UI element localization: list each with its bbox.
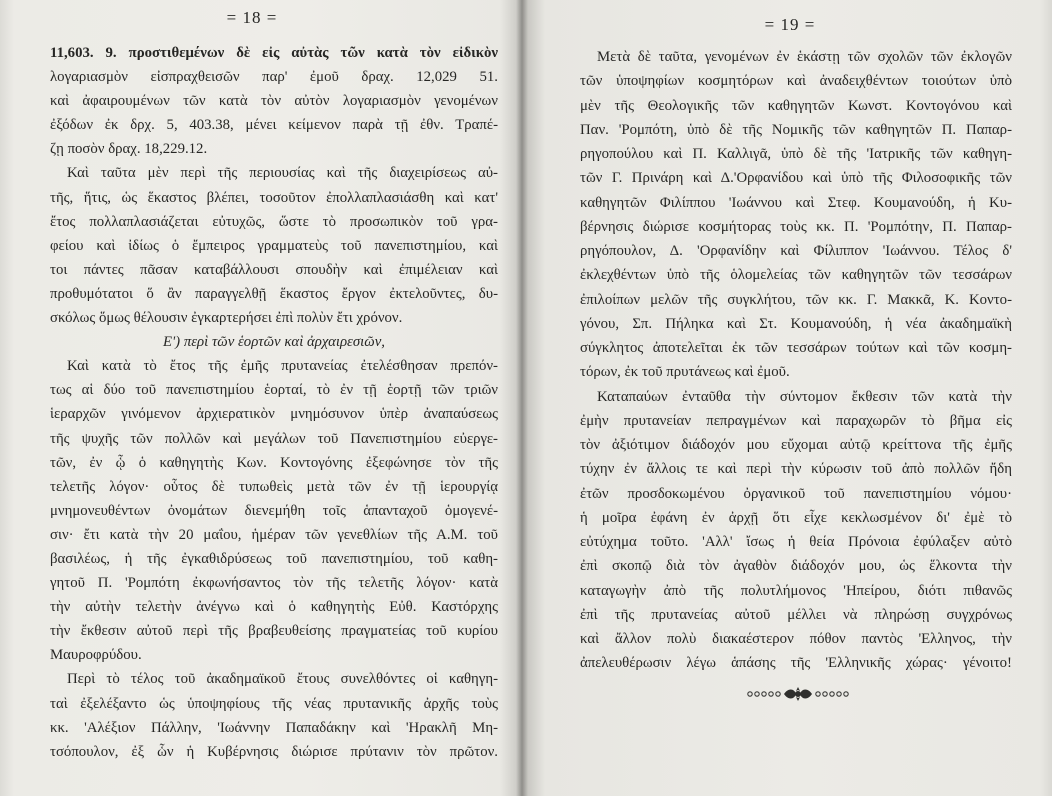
text-line: ἐκλεχθέντων ὑπὸ τῆς ὁλομελείας τῶν καθηγητῶν τῶν τεσσάρων xyxy=(580,267,1012,284)
text-line: τῶν Γ. Πρινάρη καὶ Δ.'Ορφανίδου καὶ ὑπὸ τῆς Φιλοσοφικῆς τῶν xyxy=(580,170,1012,187)
page-number-left: = 18 = xyxy=(226,8,278,27)
text-line: τελετῆς λόγον· οὗτος δὲ τυπωθεὶς μετὰ τῶν ἐν τῇ ἱερουργίᾳ xyxy=(50,478,498,495)
text-line: εὐτύχημα τοῦτο. 'Αλλ' ἴσως ἡ θεία Πρόνοια ἐφύλαξεν αὐτὸ xyxy=(580,534,1012,550)
text-line: Μετὰ δὲ ταῦτα, γενομένων ἐν ἑκάστῃ τῶν σχολῶν τῶν ἐκλογῶν xyxy=(597,49,1012,65)
text-line: λογαριασμὸν εἰσπραχθεισῶν παρ' ἐμοῦ δραχ. 12,029 51. xyxy=(50,69,498,86)
text-line: τῆς, ἥτις, ὡς ἕκαστος βλέπει, τοσοῦτον ἐπολλαπλασιάσθη καὶ κατ' xyxy=(50,189,498,206)
text-line: ταὶ ἐξελέξαντο ὡς ὑποψηφίους τῆς νέας πρυτανικῆς ἀρχῆς τοὺς xyxy=(50,695,498,712)
text-line: βέρνησις διώρισε κοσμήτορας τοὺς κκ. Π. 'Ρομπότην, Π. Παπαρ- xyxy=(580,218,1012,235)
text-line: ἐμὴν πρυτανείαν πεπραγμένων καὶ παραχωρῶν τὸ βῆμα εἰς xyxy=(580,412,1012,429)
text-line: τοι πάντες πᾶσαν καταβάλλουσι σπουδὴν καὶ ἐπιμέλειαν καὶ xyxy=(50,261,498,278)
text-line: ζῃ ποσὸν δραχ. 18,229.12. xyxy=(50,141,208,158)
text-line: ἐπὶ σκοπῷ διὰ τὸν ἀγαθὸν διάδοχόν μου, ὡς ἕλκοντα τὴν xyxy=(580,558,1012,575)
text-line: ἐπιλοίπων μελῶν τῆς συγκλήτου, τῶν κκ. Γ. Μακκᾶ, Κ. Κοντο- xyxy=(580,291,1012,308)
text-line: καθηγητῶν Φιλίππου 'Ιωάννου καὶ Στεφ. Κουμανούδη, ἡ Κυ- xyxy=(580,194,1012,211)
text-line: τὴν αὐτὴν τελετὴν ἀνέγνω καὶ ὁ καθηγητὴς Εὐθ. Καστόρχης xyxy=(50,599,498,616)
text-line: τῆς ψυχῆς τῶν πολλῶν καὶ μεγάλων τοῦ Πανεπιστημίου εὐεργε- xyxy=(50,430,498,447)
text-line: ἔτος πολλαπλασιάζεται εὐτυχῶς, ὥστε τὸ προσωπικὸν τοῦ γρα- xyxy=(50,213,498,230)
text-line: καὶ ἄλλον πολὺ διακαέστερον πόθον παντὸς 'Ελληνος, τὴν xyxy=(580,631,1012,647)
text-line: φείου καὶ ἰδίως ὁ ἔμπειρος γραμματεὺς τοῦ πανεπιστημίου, καὶ xyxy=(50,237,498,254)
text-line: ἀπελευθέρωσιν λέγω ἁπάσης τῆς 'Ελληνικῆς χώρας· γένοιτο! xyxy=(580,655,1012,672)
text-line: μὲν τῆς Θεολογικῆς τῶν καθηγητῶν Κωνστ. Κοντογόνου καὶ xyxy=(580,97,1012,114)
text-line: καταγωγὴν ἀπὸ τῆς πολυτλήμονος 'Ηπείρου, διότι πιθανῶς xyxy=(580,582,1012,599)
text-line: ρηγοπούλου καὶ Π. Καλλιγᾶ, ὑπὸ δὲ τῆς 'Ιατρικῆς τῶν καθηγη- xyxy=(580,146,1012,162)
text-line: τῶν ὑποψηφίων κοσμητόρων καὶ ἀναδειχθέντων τοιούτων ὑπὸ xyxy=(580,73,1012,90)
text-line: Μαυροφρύδου. xyxy=(50,647,142,664)
text-line: σύγκλητος ἀποτελεῖται ἐκ τῶν τεσσάρων τούτων καὶ τῶν κοσμη- xyxy=(580,340,1012,356)
text-line: Καὶ κατὰ τὸ ἔτος τῆς ἐμῆς πρυτανείας ἐτελέσθησαν πρεπόν- xyxy=(67,358,498,375)
text-line: ρηγόπουλον, Δ. 'Ορφανίδην καὶ Φίλιππον 'Ιωάννου. Τέλος δ' xyxy=(580,243,1012,259)
text-line: προθυμότατοι ὅ ἂν παραγγελθῇ ἕκαστος ἔργον ἐκτελοῦντες, δυ- xyxy=(50,285,498,302)
text-line: τὸν ἀξιότιμον διάδοχόν μου εὔχομαι αὐτῷ κρείττονα τῆς ἐμῆς xyxy=(580,437,1012,453)
text-line: τσόπουλον, ἐξ ὧν ἡ Κυβέρνησις διώρισε πρύτανιν τὸν πρῶτον. xyxy=(50,743,498,760)
text-line: ἡ μοῖρα ἐφάνη ἐν ἀρχῇ ὅτι εἶχε κεκλωσμένον δι' ἐμὲ τὸ xyxy=(580,509,1012,526)
text-line: Παν. 'Ρομπότη, ὑπὸ δὲ τῆς Νομικῆς τῶν καθηγητῶν Π. Παπαρ- xyxy=(580,121,1012,138)
text-line: τὴν ἔκθεσιν αὐτοῦ περὶ τῆς βραβευθείσης πραγματείας τοῦ κυρίου xyxy=(50,623,498,640)
right-page-text xyxy=(580,45,1012,676)
text-line: τως αἱ δύο τοῦ πανεπιστημίου ἑορταί, τὸ ἐν τῇ ἑορτῇ τῶν τριῶν xyxy=(50,382,498,399)
text-line: μνημονευθέντων ὀνομάτων διενεμήθη τοῖς ἁπανταχοῦ ὁμογενέ- xyxy=(50,502,498,519)
text-line: κκ. 'Αλέξιον Πάλλην, 'Ιωάννην Παπαδάκην καὶ 'Ηρακλῆ Μη- xyxy=(50,719,498,736)
text-line: καὶ ἀφαιρουμένων τῶν κατὰ τὸν αὐτὸν λογαριασμὸν γενομένων xyxy=(50,93,498,110)
text-line: Καὶ ταῦτα μὲν περὶ τῆς περιουσίας καὶ τῆς διαχειρίσεως αὐ- xyxy=(67,165,498,182)
text-line: Περὶ τὸ τέλος τοῦ ἀκαδημαϊκοῦ ἔτους συνελθόντες οἱ καθηγη- xyxy=(67,671,498,688)
text-line: 11,603. 9. προστιθεμένων δὲ εἰς αὐτὰς τῶν κατὰ τὸν εἰδικὸν xyxy=(50,45,498,61)
text-line: βασιλέως, ἡ τῆς ἐγκαθιδρύσεως τοῦ πανεπιστημίου, τοῦ καθη- xyxy=(50,550,498,567)
text-line: ἐξόδων ἐκ δρχ. 5, 403.38, μένει κείμενον παρὰ τῇ ἐθν. Τραπέ- xyxy=(50,117,498,134)
section-heading: Ε') περὶ τῶν ἑορτῶν καὶ ἀρχαιρεσιῶν, xyxy=(162,334,386,351)
text-line: ἱεραρχῶν γινόμενον ἀρχιερατικὸν μνημόσυνον ὑπὲρ ἀναπαύσεως xyxy=(50,406,498,423)
page-number-right: = 19 = xyxy=(764,15,816,34)
text-line: ἐτῶν προσδοκωμένου ὀργανικοῦ τοῦ πανεπιστημίου νόμου· xyxy=(580,485,1012,502)
text-line: Καταπαύων ἐνταῦθα τὴν σύντομον ἔκθεσιν τῶν κατὰ τὴν xyxy=(597,388,1012,405)
text-line: τῶν, ἐν ᾧ ὁ καθηγητὴς Κων. Κοντογόνης ἐξεφώνησε τὸν τῆς xyxy=(50,454,498,471)
ornament-divider xyxy=(746,686,850,702)
text-line: τόρων, ἐκ τοῦ πρυτάνεως καὶ ἐμοῦ. xyxy=(580,364,790,381)
text-line: σκόλως ὅμως θέλουσιν ἐγκαρτερήσει ἐπὶ πολὺν ἔτι χρόνον. xyxy=(50,310,403,327)
text-line: ἐπὶ τῆς πρυτανείας αὐτοῦ μέλλει νὰ πληρώσῃ συγχρόνως xyxy=(580,606,1012,623)
text-line: τύχην ἐν ἄλλοις τε καὶ περὶ τὴν κύρωσιν τοῦ ἀπὸ πολλῶν ἤδη xyxy=(580,461,1012,478)
text-line: σιν· ἔτι κατὰ τὴν 20 μαΐου, ἡμέραν τῶν γενεθλίων τῆς Α.Μ. τοῦ xyxy=(50,526,498,543)
text-line: γητοῦ Π. 'Ρομπότη ἐκφωνήσαντος τὸν τῆς τελετῆς λόγον· κατὰ xyxy=(50,575,498,592)
left-page-text xyxy=(50,41,498,764)
text-line: γόνου, Σπ. Πήληκα καὶ Στ. Κουμανούδη, ἡ νέα ἀκαδημαϊκὴ xyxy=(580,315,1012,332)
